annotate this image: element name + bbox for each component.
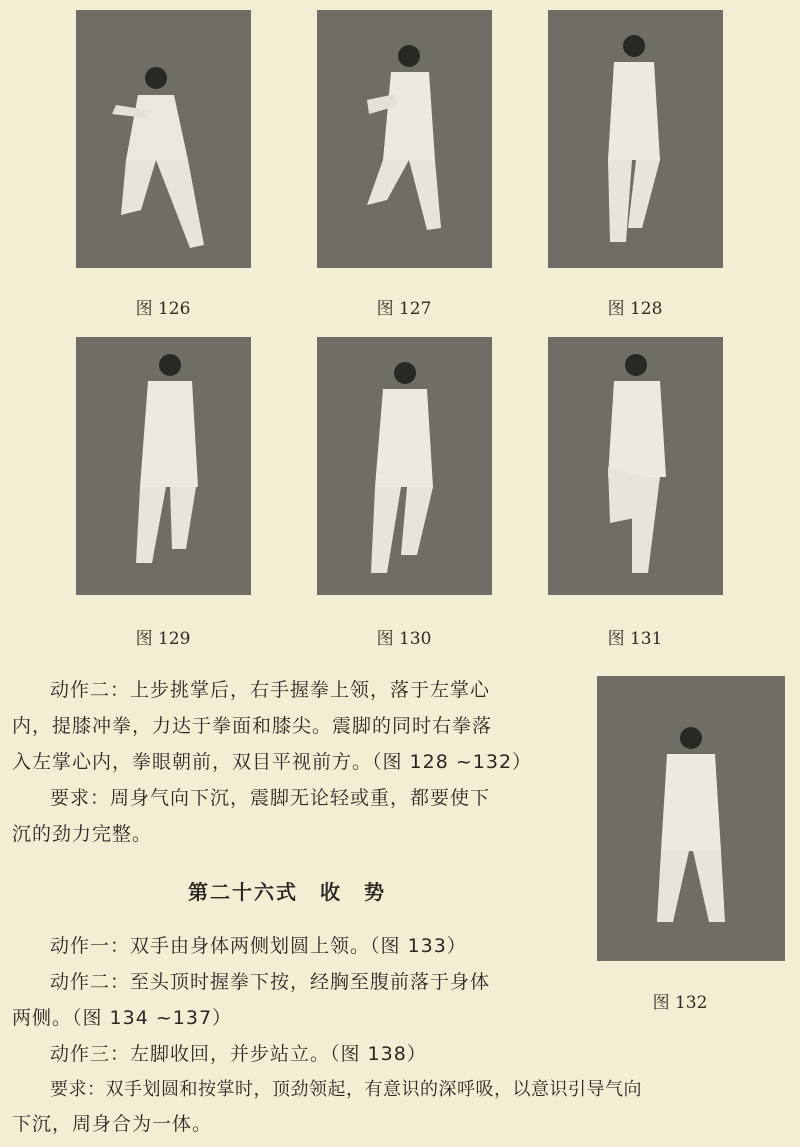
photo-fig126 <box>76 10 251 268</box>
s26-action3: 动作三：左脚收回，并步站立。（图 138） <box>50 1043 427 1065</box>
figure-129-image <box>76 337 251 595</box>
photo-fig132 <box>597 676 785 961</box>
figure-126-image <box>76 10 251 268</box>
s26-requirement-line1: 要求：双手划圆和按掌时，顶劲领起，有意识的深呼吸，以意识引导气向 <box>50 1079 642 1100</box>
figure-131-image <box>548 337 723 595</box>
caption-fig132: 图 132 <box>652 993 708 1013</box>
caption-fig130: 图 130 <box>376 629 432 649</box>
figure-130-image <box>317 337 492 595</box>
s26-action2-line1: 动作二：至头顶时握拳下按，经胸至腹前落于身体 <box>50 971 491 993</box>
figure-127-image <box>317 10 492 268</box>
section-title: 第二十六式 收 势 <box>188 880 386 904</box>
photo-fig127 <box>317 10 492 268</box>
caption-fig127: 图 127 <box>376 299 432 319</box>
requirement-line2: 沉的劲力完整。 <box>12 823 153 845</box>
s26-action1: 动作一：双手由身体两侧划圆上领。（图 133） <box>50 935 467 957</box>
s26-requirement-line2: 下沉，周身合为一体。 <box>12 1113 213 1135</box>
photo-fig131 <box>548 337 723 595</box>
photo-fig130 <box>317 337 492 595</box>
caption-fig131: 图 131 <box>607 629 663 649</box>
figure-132-image <box>597 676 785 961</box>
photo-fig129 <box>76 337 251 595</box>
action2-line2: 内，提膝冲拳，力达于拳面和膝尖。震脚的同时右拳落 <box>12 715 493 737</box>
action2-line1: 动作二：上步挑掌后，右手握拳上领，落于左掌心 <box>50 679 491 701</box>
photo-fig128 <box>548 10 723 268</box>
caption-fig126: 图 126 <box>135 299 191 319</box>
action2-line3: 入左掌心内，拳眼朝前，双目平视前方。（图 128 ~132） <box>12 751 533 773</box>
caption-fig128: 图 128 <box>607 299 663 319</box>
caption-fig129: 图 129 <box>135 629 191 649</box>
s26-action2-line2: 两侧。（图 134 ~137） <box>12 1007 233 1029</box>
figure-128-image <box>548 10 723 268</box>
requirement-line1: 要求：周身气向下沉，震脚无论轻或重，都要使下 <box>50 787 491 809</box>
